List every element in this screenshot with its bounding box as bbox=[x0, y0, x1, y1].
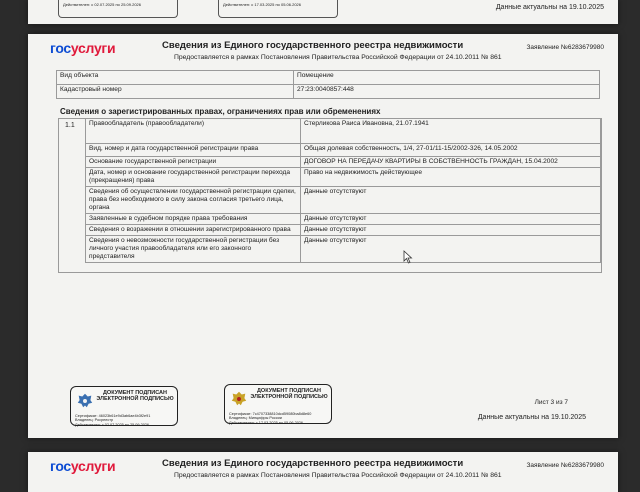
row-value: Данные отсутствуют bbox=[301, 187, 601, 214]
table-row bbox=[86, 187, 601, 214]
object-info-table bbox=[56, 70, 600, 99]
previous-page-fragment bbox=[28, 0, 618, 24]
table-row bbox=[86, 214, 601, 225]
signature-heading: ДОКУМЕНТ ПОДПИСАН ЭЛЕКТРОННОЙ ПОДПИСЬЮ bbox=[250, 388, 328, 400]
rights-section-title: Сведения о зарегистрированных правах, ограничениях прав или обременениях bbox=[60, 107, 381, 116]
row-label: Сведения об осуществлении государственной регистрации сделки, права без необходимого в силу закона согласия третьего лица, органа bbox=[86, 187, 301, 214]
signature-stamp-fragment bbox=[58, 0, 178, 18]
row-label: Вид объекта bbox=[57, 71, 294, 85]
rights-table bbox=[85, 118, 601, 263]
stamp-validity: Действителен: с 17.03.2025 по 05.06.2026 bbox=[223, 2, 301, 7]
record-number: 1.1 bbox=[65, 122, 75, 129]
table-row bbox=[57, 71, 600, 85]
certificate-validity: Действителен: с 02.07.2025 по 25.09.2026 bbox=[75, 422, 150, 427]
row-value: 27:23:0040857:448 bbox=[294, 85, 600, 99]
row-label: Сведения о возражении в отношении зарегистрированного права bbox=[86, 225, 301, 236]
row-value: Общая долевая собственность, 1/4, 27-01/11-15/2002-326, 14.05.2002 bbox=[301, 144, 601, 157]
table-row bbox=[86, 168, 601, 187]
row-label: Правообладатель (правообладатели) bbox=[86, 119, 301, 144]
row-value: Право на недвижимость действующее bbox=[301, 168, 601, 187]
page-counter: Лист 3 из 7 bbox=[534, 399, 568, 406]
document-title: Сведения из Единого государственного реестра недвижимости bbox=[162, 458, 464, 469]
document-subtitle: Предоставляется в рамках Постановления Правительства Российской Федерации от 24.10.2011 № 861 bbox=[174, 472, 502, 479]
rights-table-container bbox=[58, 118, 602, 273]
table-row bbox=[57, 85, 600, 99]
signature-stamp-fragment bbox=[218, 0, 338, 18]
row-label: Кадастровый номер bbox=[57, 85, 294, 99]
document-title: Сведения из Единого государственного реестра недвижимости bbox=[162, 40, 464, 51]
next-page-fragment bbox=[28, 452, 618, 492]
certificate-owner: Владелец: Росреестр bbox=[75, 418, 114, 423]
row-label: Заявленные в судебном порядке права требования bbox=[86, 214, 301, 225]
table-row bbox=[86, 119, 601, 144]
coat-of-arms-icon bbox=[230, 390, 248, 408]
electronic-signature-stamp bbox=[224, 384, 332, 424]
row-value: ДОГОВОР НА ПЕРЕДАЧУ КВАРТИРЫ В СОБСТВЕННОСТЬ ГРАЖДАН, 15.04.2002 bbox=[301, 157, 601, 168]
certificate-number: Сертификат: 7c4707338810dcd59080ba8d8e60 bbox=[229, 412, 312, 416]
row-label: Дата, номер и основание государственной регистрации перехода (прекращения) права bbox=[86, 168, 301, 187]
stamp-validity: Действителен: с 02.07.2025 по 25.09.2026 bbox=[63, 2, 141, 7]
row-value: Данные отсутствуют bbox=[301, 236, 601, 263]
data-actual-date: Данные актуальны на 19.10.2025 bbox=[477, 414, 586, 421]
table-row bbox=[86, 144, 601, 157]
document-page bbox=[28, 34, 618, 438]
row-value: Стерликова Раиса Ивановна, 21.07.1941 bbox=[301, 119, 601, 144]
table-row bbox=[86, 236, 601, 263]
row-label: Сведения о невозможности государственной регистрации без личного участия правообладателя или его законного представителя bbox=[86, 236, 301, 263]
electronic-signature-stamp bbox=[70, 386, 178, 426]
row-label: Вид, номер и дата государственной регистрации права bbox=[86, 144, 301, 157]
certificate-number: Сертификат: 46023b61e9d3ab6ae4b3f2e91 bbox=[75, 414, 151, 418]
statement-number: Заявление №6283679980 bbox=[526, 44, 604, 51]
coat-of-arms-icon bbox=[76, 392, 94, 410]
row-value: Данные отсутствуют bbox=[301, 225, 601, 236]
row-value: Данные отсутствуют bbox=[301, 214, 601, 225]
data-actual-date: Данные актуальны на 19.10.2025 bbox=[495, 4, 604, 11]
row-label: Основание государственной регистрации bbox=[86, 157, 301, 168]
gosuslugi-logo: госуслуги bbox=[50, 458, 116, 474]
certificate-owner: Владелец: Минцифры России bbox=[229, 416, 282, 421]
table-row bbox=[86, 157, 601, 168]
statement-number: Заявление №6283679980 bbox=[526, 462, 604, 469]
row-value: Помещение bbox=[294, 71, 600, 85]
mouse-pointer-icon bbox=[403, 250, 413, 264]
document-subtitle: Предоставляется в рамках Постановления Правительства Российской Федерации от 24.10.2011 № 861 bbox=[174, 54, 502, 61]
certificate-validity: Действителен: с 17.03.2025 по 05.06.2026 bbox=[229, 420, 304, 425]
signature-heading: ДОКУМЕНТ ПОДПИСАН ЭЛЕКТРОННОЙ ПОДПИСЬЮ bbox=[96, 390, 174, 402]
gosuslugi-logo: госуслуги bbox=[50, 40, 116, 56]
table-row bbox=[86, 225, 601, 236]
